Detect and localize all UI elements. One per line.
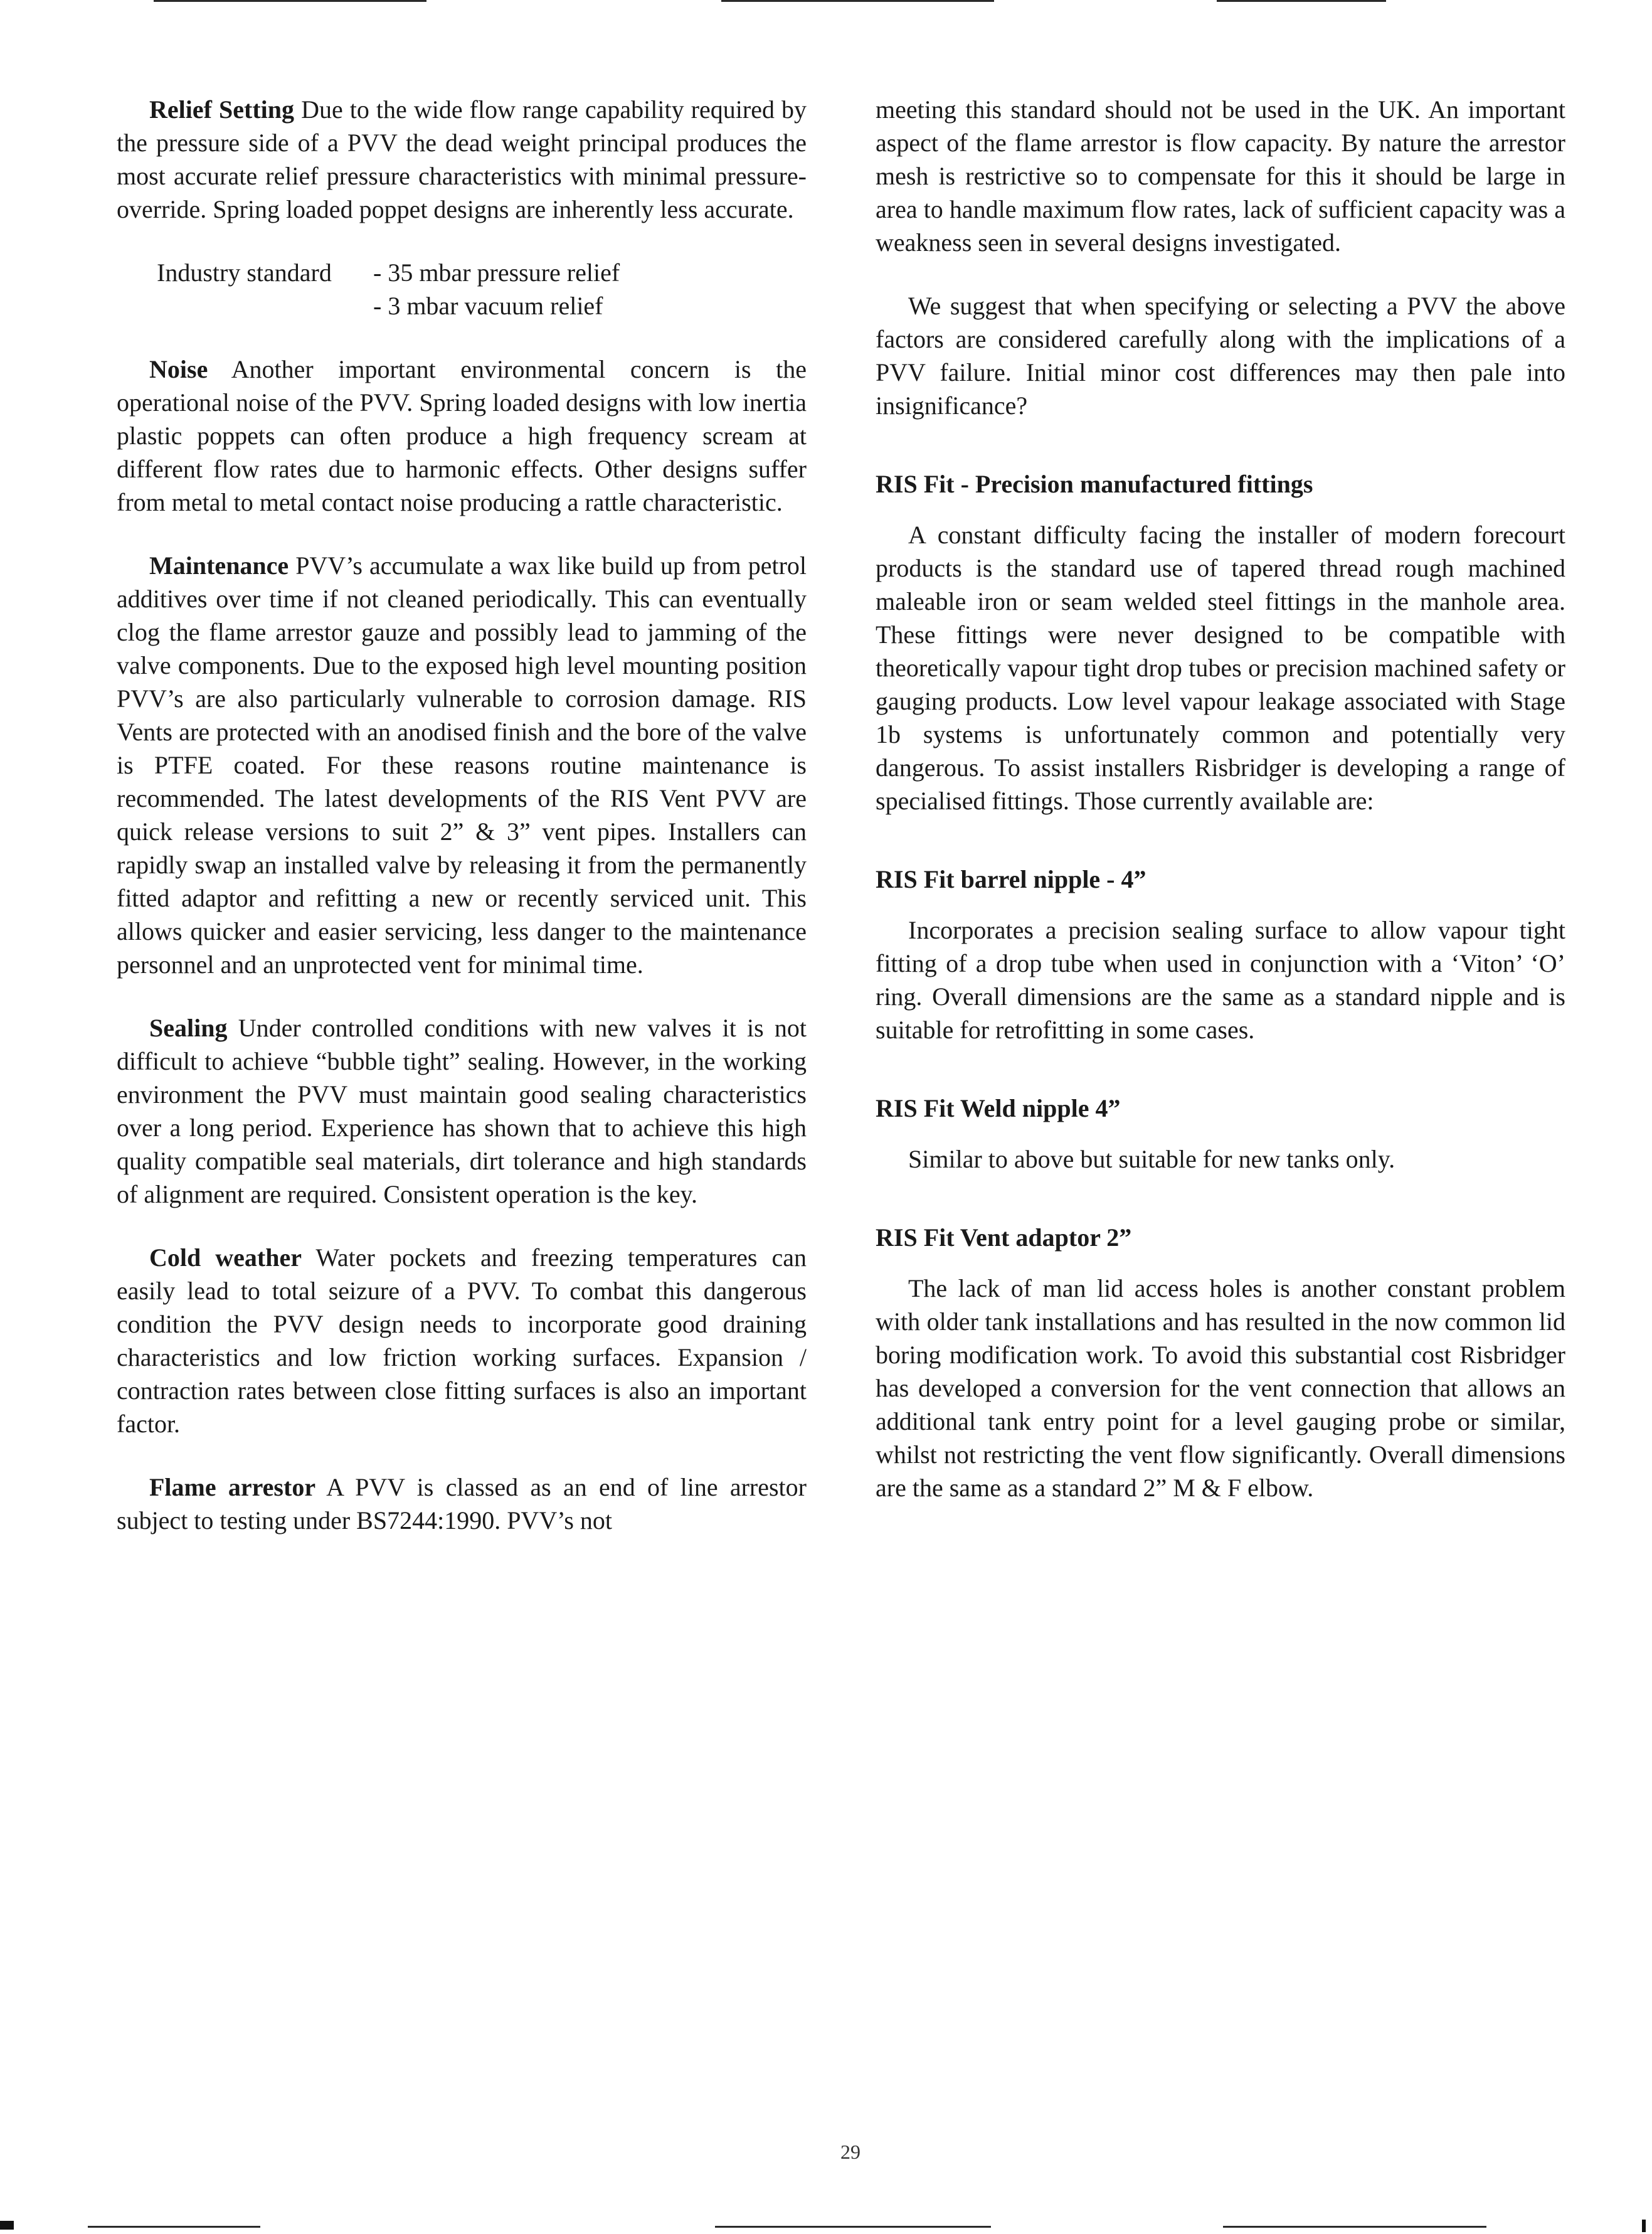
bottom-rule-left: [88, 2226, 260, 2228]
flame-arrestor-lead: Flame arrestor: [149, 1473, 316, 1501]
sealing-lead: Sealing: [149, 1014, 228, 1042]
corner-mark-right: [1642, 2220, 1646, 2232]
bottom-rule-right: [1223, 2226, 1486, 2228]
left-column: [117, 93, 807, 1567]
cold-weather-paragraph: [117, 1241, 807, 1440]
industry-standard-block: [117, 256, 807, 322]
sealing-text: Under controlled conditions with new valves it is not difficult to achieve “bubble tight” sealing. However, in the working environment the PVV must maintain good sealing characteristics over a long period. Experience has shown that to achieve this high quality compatible seal materials, dirt tolerance and high standards of alignment are required. Consistent operation is the key.: [117, 1014, 807, 1208]
noise-lead: Noise: [149, 355, 208, 383]
top-rule-left: [154, 0, 426, 2]
flame-arrestor-continued: meeting this standard should not be used in the UK. An important aspect of the flame arrestor is flow capacity. By nature the arrestor mesh is restrictive so to compensate for this it should be large in area to handle maximum flow rates, lack of sufficient capacity was a weakness seen in several designs investigated.: [876, 95, 1565, 257]
industry-standard-label: Industry standard: [157, 258, 332, 287]
flame-arrestor-text: A PVV is classed as an end of line arrestor subject to testing under BS7244:1990. PVV’s not: [117, 1473, 807, 1535]
bottom-rule-center: [715, 2226, 991, 2228]
cold-weather-text: Water pockets and freezing temperatures can easily lead to total seizure of a PVV. To combat this dangerous condition the PVV design needs to incorporate good draining characteristics and low friction working surfaces. Expansion / contraction rates between close fitting surfaces is also an important factor.: [117, 1243, 807, 1438]
ris-fit-weld-text: Similar to above but suitable for new tanks only.: [908, 1145, 1395, 1173]
ris-fit-barrel-text: Incorporates a precision sealing surface to allow vapour tight fitting of a drop tube when used in conjunction with a ‘Viton’ ‘O’ ring. Overall dimensions are the same as a standard nipple and is suitable for retrofitting in some cases.: [876, 916, 1565, 1044]
sealing-paragraph: [117, 1011, 807, 1211]
ris-fit-vent-text: The lack of man lid access holes is another constant problem with older tank installations and has resulted in the now common lid boring modification work. To avoid this substantial cost Risbridger has developed a conversion for the vent connection that allows an additional tank entry point for a level gauging probe or similar, whilst not restricting the vent flow significantly. Overall dimensions are the same as a standard 2” M & F elbow.: [876, 1274, 1565, 1502]
ris-fit-precision-text: A constant difficulty facing the installer of modern forecourt products is the standard use of tapered thread rough machined maleable iron or seam welded steel fittings in the manhole area. These fittings were never designed to be compatible with theoretically vapour tight drop tubes or precision machined safety or gauging products. Low level vapour leakage associated with Stage 1b systems is unfortunately common and potentially very dangerous. To assist installers Risbridger is developing a range of specialised fittings. Those currently available are:: [876, 521, 1565, 815]
page-number: 29: [840, 2141, 860, 2163]
industry-standard-values: [373, 256, 620, 322]
cold-weather-lead: Cold weather: [149, 1243, 302, 1272]
relief-setting-lead: Relief Setting: [149, 95, 294, 124]
top-rule-right: [1217, 0, 1386, 2]
right-column: [876, 93, 1565, 1535]
ris-fit-precision-heading: RIS Fit - Precision manufactured fittings: [876, 470, 1313, 498]
top-rule-center: [721, 0, 994, 2]
vacuum-relief-value: - 3 mbar vacuum relief: [373, 292, 603, 320]
relief-setting-paragraph: [117, 93, 807, 226]
noise-paragraph: [117, 353, 807, 519]
corner-mark-left: [0, 2221, 14, 2230]
pressure-relief-value: - 35 mbar pressure relief: [373, 258, 620, 287]
noise-text: Another important environmental concern is the operational noise of the PVV. Spring loaded designs with low inertia plastic poppets can often produce a high frequency scream at different flow rates due to harmonic effects. Other designs suffer from metal to metal contact noise producing a rattle characteristic.: [117, 355, 807, 516]
maintenance-lead: Maintenance: [149, 551, 289, 580]
ris-fit-vent-heading: RIS Fit Vent adaptor 2”: [876, 1223, 1132, 1252]
ris-fit-weld-heading: RIS Fit Weld nipple 4”: [876, 1094, 1121, 1122]
flame-arrestor-paragraph: [117, 1471, 807, 1537]
suggestion-paragraph: We suggest that when specifying or selecting a PVV the above factors are considered carefully along with the implications of a PVV failure. Initial minor cost differences may then pale into insignificance?: [876, 292, 1565, 420]
maintenance-paragraph: [117, 549, 807, 981]
ris-fit-barrel-heading: RIS Fit barrel nipple - 4”: [876, 865, 1146, 893]
relief-setting-text: Due to the wide flow range capability required by the pressure side of a PVV the dead weight principal produces the most accurate relief pressure characteristics with minimal pressure-override. Spring loaded poppet designs are inherently less accurate.: [117, 95, 807, 223]
maintenance-text: PVV’s accumulate a wax like build up from petrol additives over time if not cleaned periodically. This can eventually clog the flame arrestor gauze and possibly lead to jamming of the valve components. Due to the exposed high level mounting position PVV’s are also particularly vulnerable to corrosion damage. RIS Vents are protected with an anodised finish and the bore of the valve is PTFE coated. For these reasons routine maintenance is recommended. The latest developments of the RIS Vent PVV are quick release versions to suit 2” & 3” vent pipes. Installers can rapidly swap an installed valve by releasing it from the permanently fitted adaptor and refitting a new or recently serviced unit. This allows quicker and easier servicing, less danger to the maintenance personnel and an unprotected vent for minimal time.: [117, 551, 807, 979]
